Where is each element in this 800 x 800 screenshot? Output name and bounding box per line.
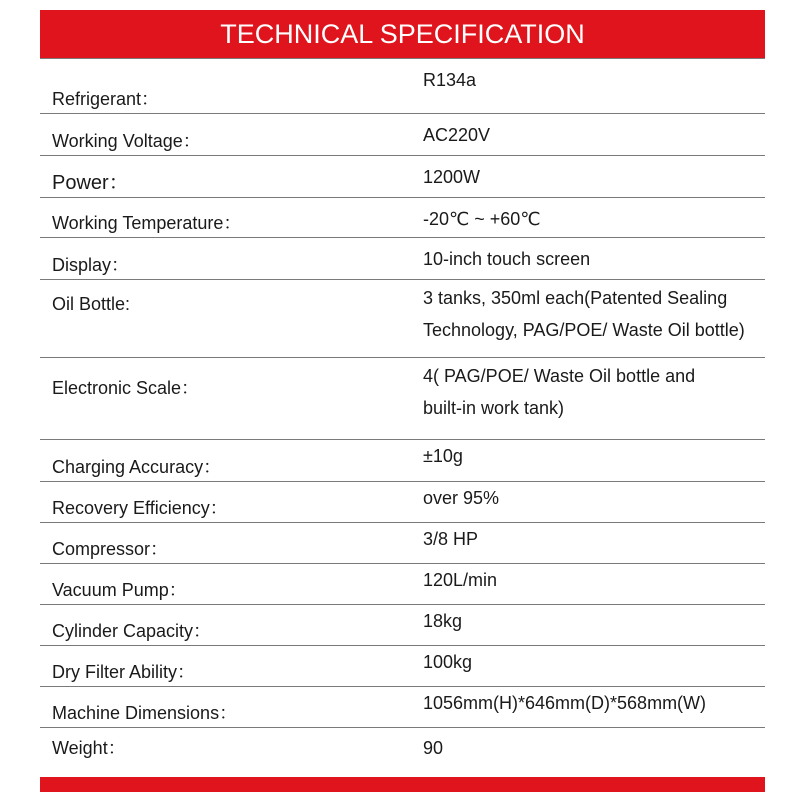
- spec-row-working-temperature: [40, 198, 765, 238]
- spec-value: 18kg: [423, 611, 463, 631]
- spec-value-line: Technology, PAG/POE/ Waste Oil bottle): [423, 320, 745, 340]
- spec-row-dry-filter-ability: [40, 646, 765, 687]
- spec-label: Oil Bottle:: [52, 294, 131, 314]
- spec-row-cylinder-capacity: [40, 605, 765, 646]
- spec-value: [423, 282, 745, 346]
- spec-value: 100kg: [423, 652, 473, 672]
- spec-value-line: built-in work tank): [423, 398, 565, 418]
- spec-label: Machine Dimensions：: [52, 703, 238, 723]
- spec-value: over 95%: [423, 488, 500, 508]
- spec-label: Display：: [52, 255, 130, 275]
- spec-row-power: [40, 156, 765, 198]
- spec-value: R134a: [423, 70, 477, 90]
- spec-row-oil-bottle: [40, 280, 765, 358]
- spec-row-display: [40, 238, 765, 280]
- spec-row-recovery-efficiency: [40, 482, 765, 523]
- spec-value: 1056mm(H)*646mm(D)*568mm(W): [423, 693, 707, 713]
- spec-label: Dry Filter Ability：: [52, 662, 196, 682]
- spec-label: Compressor：: [52, 539, 169, 559]
- spec-row-refrigerant: [40, 59, 765, 114]
- page-title: TECHNICAL SPECIFICATION: [220, 18, 585, 49]
- spec-row-vacuum-pump: [40, 564, 765, 605]
- spec-label: Charging Accuracy：: [52, 457, 222, 477]
- spec-value-line: 4( PAG/POE/ Waste Oil bottle and: [423, 366, 696, 386]
- spec-value: 90: [423, 738, 444, 758]
- spec-label: Power：: [52, 172, 129, 194]
- spec-value-line: 3 tanks, 350ml each(Patented Sealing: [423, 288, 728, 308]
- spec-label: Working Voltage：: [52, 131, 201, 151]
- spec-value: ±10g: [423, 446, 463, 466]
- spec-label: Recovery Efficiency：: [52, 498, 228, 518]
- spec-label: Vacuum Pump：: [52, 580, 187, 600]
- spec-row-weight: [40, 728, 765, 770]
- spec-value: 120L/min: [423, 570, 498, 590]
- spec-row-charging-accuracy: [40, 440, 765, 482]
- spec-label: Working Temperature：: [52, 213, 242, 233]
- spec-value: 10-inch touch screen: [423, 249, 591, 269]
- spec-label: Electronic Scale：: [52, 378, 200, 398]
- footer-bar: [40, 777, 765, 792]
- spec-value: [423, 360, 695, 424]
- spec-value: AC220V: [423, 125, 491, 145]
- spec-row-working-voltage: [40, 114, 765, 156]
- spec-table: [40, 58, 765, 770]
- spec-row-compressor: [40, 523, 765, 564]
- spec-value: 1200W: [423, 167, 481, 187]
- spec-value: -20℃ ~ +60℃: [423, 209, 541, 229]
- header-banner: [40, 10, 765, 58]
- spec-row-machine-dimensions: [40, 687, 765, 728]
- spec-label: Weight：: [52, 738, 126, 758]
- spec-value: 3/8 HP: [423, 529, 479, 549]
- spec-label: Cylinder Capacity：: [52, 621, 212, 641]
- spec-label: Refrigerant：: [52, 89, 160, 109]
- spec-row-electronic-scale: [40, 358, 765, 440]
